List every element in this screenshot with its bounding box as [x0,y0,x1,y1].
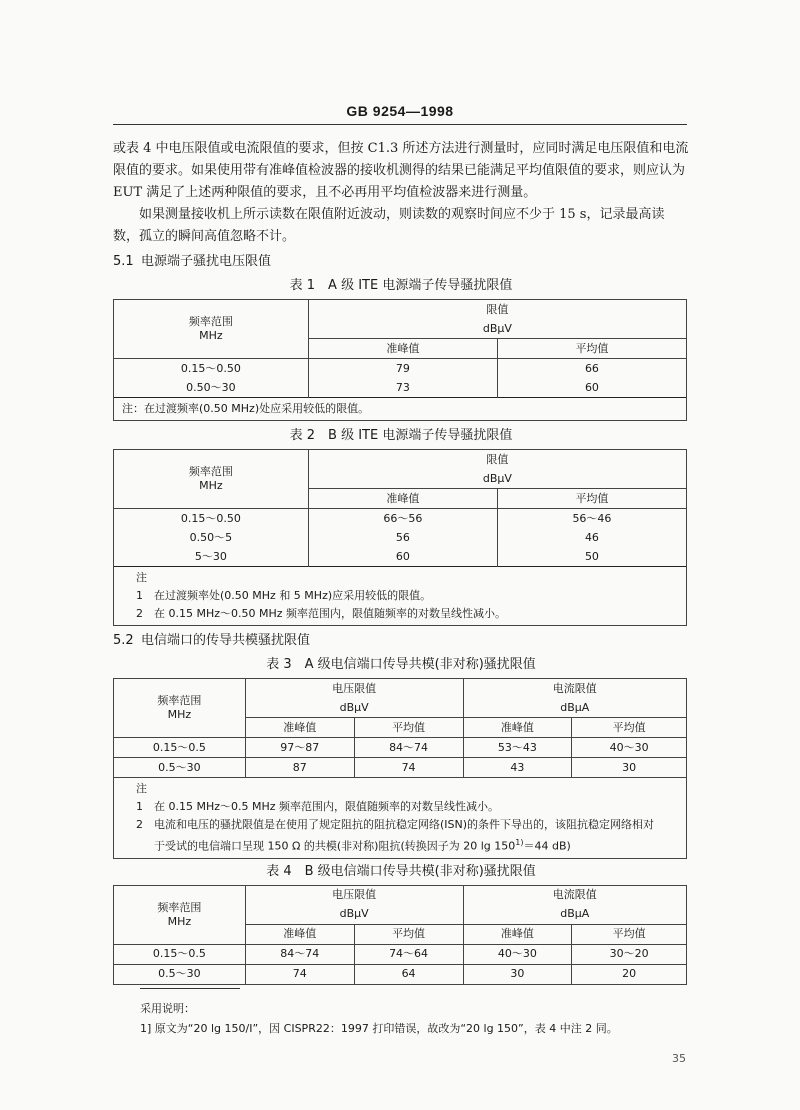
qp-header: 准峰值 [308,489,497,509]
voltage-unit: dBμV [245,905,463,925]
note-title: 注 [136,571,147,584]
section-title: 电源端子骚扰电压限值 [141,254,272,269]
qp-header: 准峰值 [245,924,354,944]
limit-header: 限值 [308,450,686,470]
table-row: 0.5～30 87 74 43 30 [114,758,687,778]
avg-header: 平均值 [572,924,687,944]
intro-paragraph-1: 或表 4 中电压限值或电流限值的要求，但按 C1.3 所述方法进行测量时，应同时满足电压限值和电流限值的要求。如果使用带有准峰值检波器的接收机测得的结果已能满足平均值限值的要求，则应认为 EUT 满足了上述两种限值的要求，且不必再用平均值检波器来进行测量。 [113,141,689,200]
current-limit-header: 电流限值 [463,679,687,699]
footnote-text: 1] 原文为“20 lg 150/I”，因 CISPR22：1997 打印错误，故改为“20 lg 150”，表 4 中注 2 同。 [140,1022,618,1035]
table-1 [113,299,687,421]
voltage-limit-header: 电压限值 [245,679,463,699]
avg-header: 平均值 [354,718,463,738]
freq-header: 频率范围 MHz [114,679,246,738]
qp-header: 准峰值 [308,339,497,359]
limit-unit: dBμV [308,469,686,489]
table-row: 0.15～0.50 79 66 [114,359,687,379]
footnote-rule [140,988,240,989]
section-5-1-heading [113,251,689,273]
page-number: 35 [672,1052,686,1065]
freq-header: 频率范围 MHz [114,885,246,944]
current-limit-header: 电流限值 [463,885,687,905]
table-notes [114,567,687,626]
avg-header: 平均值 [497,489,686,509]
section-number: 5.2 [113,633,134,648]
intro-paragraph-2: 如果测量接收机上所示读数在限值附近波动，则读数的观察时间应不少于 15 s，记录最高读数，孤立的瞬间高值忽略不计。 [113,207,665,244]
qp-header: 准峰值 [245,718,354,738]
table-3-caption: 表 3 A 级电信端口传导共模(非对称)骚扰限值 [266,657,536,672]
table-2 [113,449,687,626]
page-body [113,138,689,985]
avg-header: 平均值 [354,924,463,944]
header-rule [113,124,687,125]
note-item: 1 在过渡频率处(0.50 MHz 和 5 MHz)应采用较低的限值。 [136,589,432,602]
table-row: 0.50～30 73 60 [114,378,687,398]
page-header: GB 9254—1998 [346,103,454,119]
current-unit: dBμA [463,905,687,925]
section-title: 电信端口的传导共模骚扰限值 [141,633,311,648]
current-unit: dBμA [463,698,687,718]
qp-header: 准峰值 [463,718,572,738]
avg-header: 平均值 [572,718,687,738]
limit-header: 限值 [308,300,686,320]
freq-header: 频率范围 MHz [114,450,309,509]
note-item: 2 在 0.15 MHz～0.50 MHz 频率范围内，限值随频率的对数呈线性减小。 [136,607,507,620]
table-row: 0.15～0.5 97～87 84～74 53～43 40～30 [114,738,687,758]
freq-header: 频率范围 MHz [114,300,309,359]
table-2-caption: 表 2 B 级 ITE 电源端子传导骚扰限值 [289,428,513,443]
table-row: 5～30 60 50 [114,547,687,567]
section-number: 5.1 [113,254,134,269]
avg-header: 平均值 [497,339,686,359]
table-row: 0.15～0.50 66～56 56～46 [114,509,687,529]
table-3 [113,678,687,859]
voltage-unit: dBμV [245,698,463,718]
voltage-limit-header: 电压限值 [245,885,463,905]
table-row: 0.50～5 56 46 [114,528,687,547]
table-row: 0.15～0.5 84～74 74～64 40～30 30～20 [114,944,687,964]
table-note: 注：在过渡频率(0.50 MHz)处应采用较低的限值。 [114,398,687,421]
limit-unit: dBμV [308,319,686,339]
note-item: 1 在 0.15 MHz～0.5 MHz 频率范围内，限值随频率的对数呈线性减小。 [136,800,500,813]
footnote-title: 采用说明： [140,1002,195,1015]
note-continuation: 于受试的电信端口呈现 150 Ω 的共模(非对称)阻抗(转换因子为 20 $\lg 150^{1)}=44$ dB) [154,838,571,853]
qp-header: 准峰值 [463,924,572,944]
table-notes [114,778,687,859]
table-row: 0.5～30 74 64 30 20 [114,964,687,984]
note-title: 注 [136,782,147,795]
table-1-caption: 表 1 A 级 ITE 电源端子传导骚扰限值 [289,278,513,293]
section-5-2-heading [113,630,689,652]
table-4-caption: 表 4 B 级电信端口传导共模(非对称)骚扰限值 [266,863,536,879]
table-4 [113,885,687,985]
note-item: 2 电流和电压的骚扰限值是在使用了规定阻抗的阻抗稳定网络(ISN)的条件下导出的，该阻抗稳定网络相对 [136,818,655,831]
